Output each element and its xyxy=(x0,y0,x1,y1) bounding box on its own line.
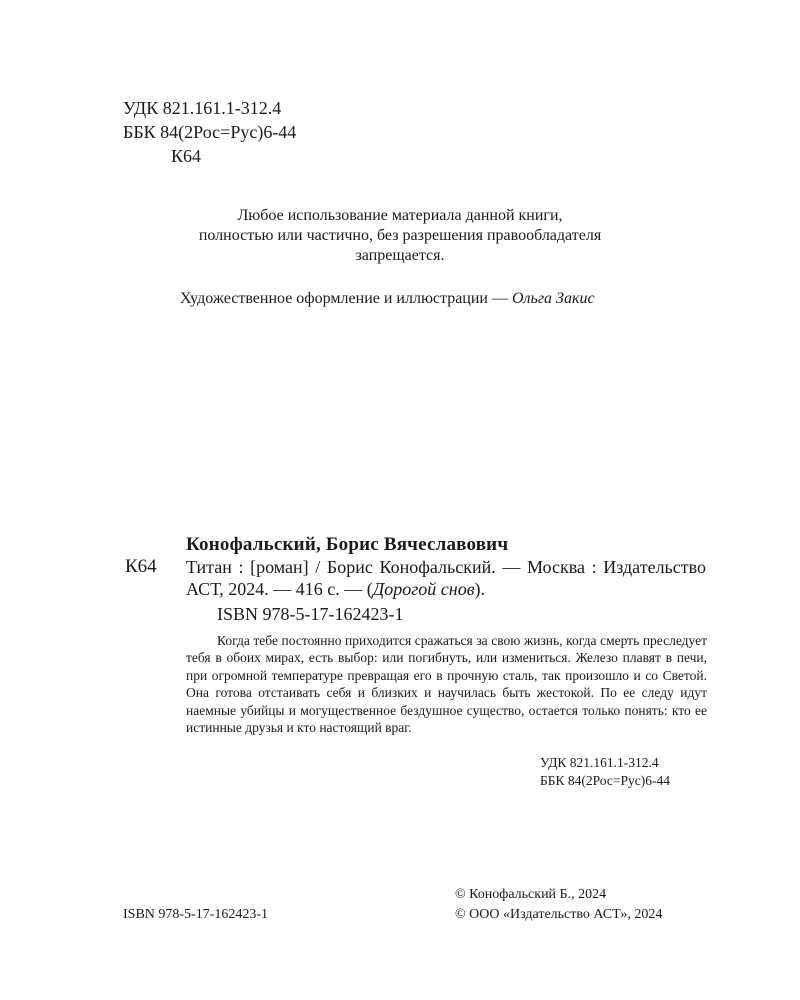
description-end: ). xyxy=(474,579,486,599)
catalog-author-mark: К64 xyxy=(125,556,157,577)
series-name: Дорогой снов xyxy=(372,579,475,599)
notice-line-1: Любое использование материала данной книги, xyxy=(237,207,563,224)
design-credit xyxy=(180,290,595,308)
copyright-notice xyxy=(150,206,650,266)
udk-code-bottom: УДК 821.161.1-312.4 xyxy=(540,755,659,770)
catalog-isbn: ISBN 978-5-17-162423-1 xyxy=(217,604,404,624)
design-label: Художественное оформление и иллюстрации — xyxy=(180,290,512,307)
catalog-author: Конофальский, Борис Вячеславович xyxy=(186,534,509,555)
design-artist: Ольга Закис xyxy=(512,290,595,307)
author-mark-top: К64 xyxy=(171,146,202,166)
notice-line-3: запрещается. xyxy=(355,247,445,264)
bbk-code-top: ББК 84(2Рос=Рус)6-44 xyxy=(123,122,297,142)
copyright-publisher: © ООО «Издательство АСТ», 2024 xyxy=(455,907,663,922)
notice-line-2: полностью или частично, без разрешения правообладателя xyxy=(198,227,602,244)
copyright-author: © Конофальский Б., 2024 xyxy=(455,887,607,902)
book-annotation: Когда тебе постоянно приходится сражаться за свою жизнь, когда смерть преследует тебя в обоих мирах, есть выбор: или погибнуть, или измениться. Железо плавят в печи, при огромной температуре превращая его в прочную сталь, так произошло и со Светой. Она готова отстаивать себя и близких и научилась быть жестокой. По ее следу идут наемные убийцы и могущественное бездушное существо, остается только понять: кто ее истинные друзья и кто настоящий враг. xyxy=(186,633,707,736)
udk-code-top: УДК 821.161.1-312.4 xyxy=(123,98,282,118)
bbk-code-bottom: ББК 84(2Рос=Рус)6-44 xyxy=(540,773,670,788)
footer-isbn: ISBN 978-5-17-162423-1 xyxy=(123,907,269,922)
description-text: Титан : [роман] / Борис Конофальский. — Москва : Издательство АСТ, 2024. — 416 с. — ( xyxy=(186,557,706,599)
catalog-description xyxy=(186,556,706,600)
